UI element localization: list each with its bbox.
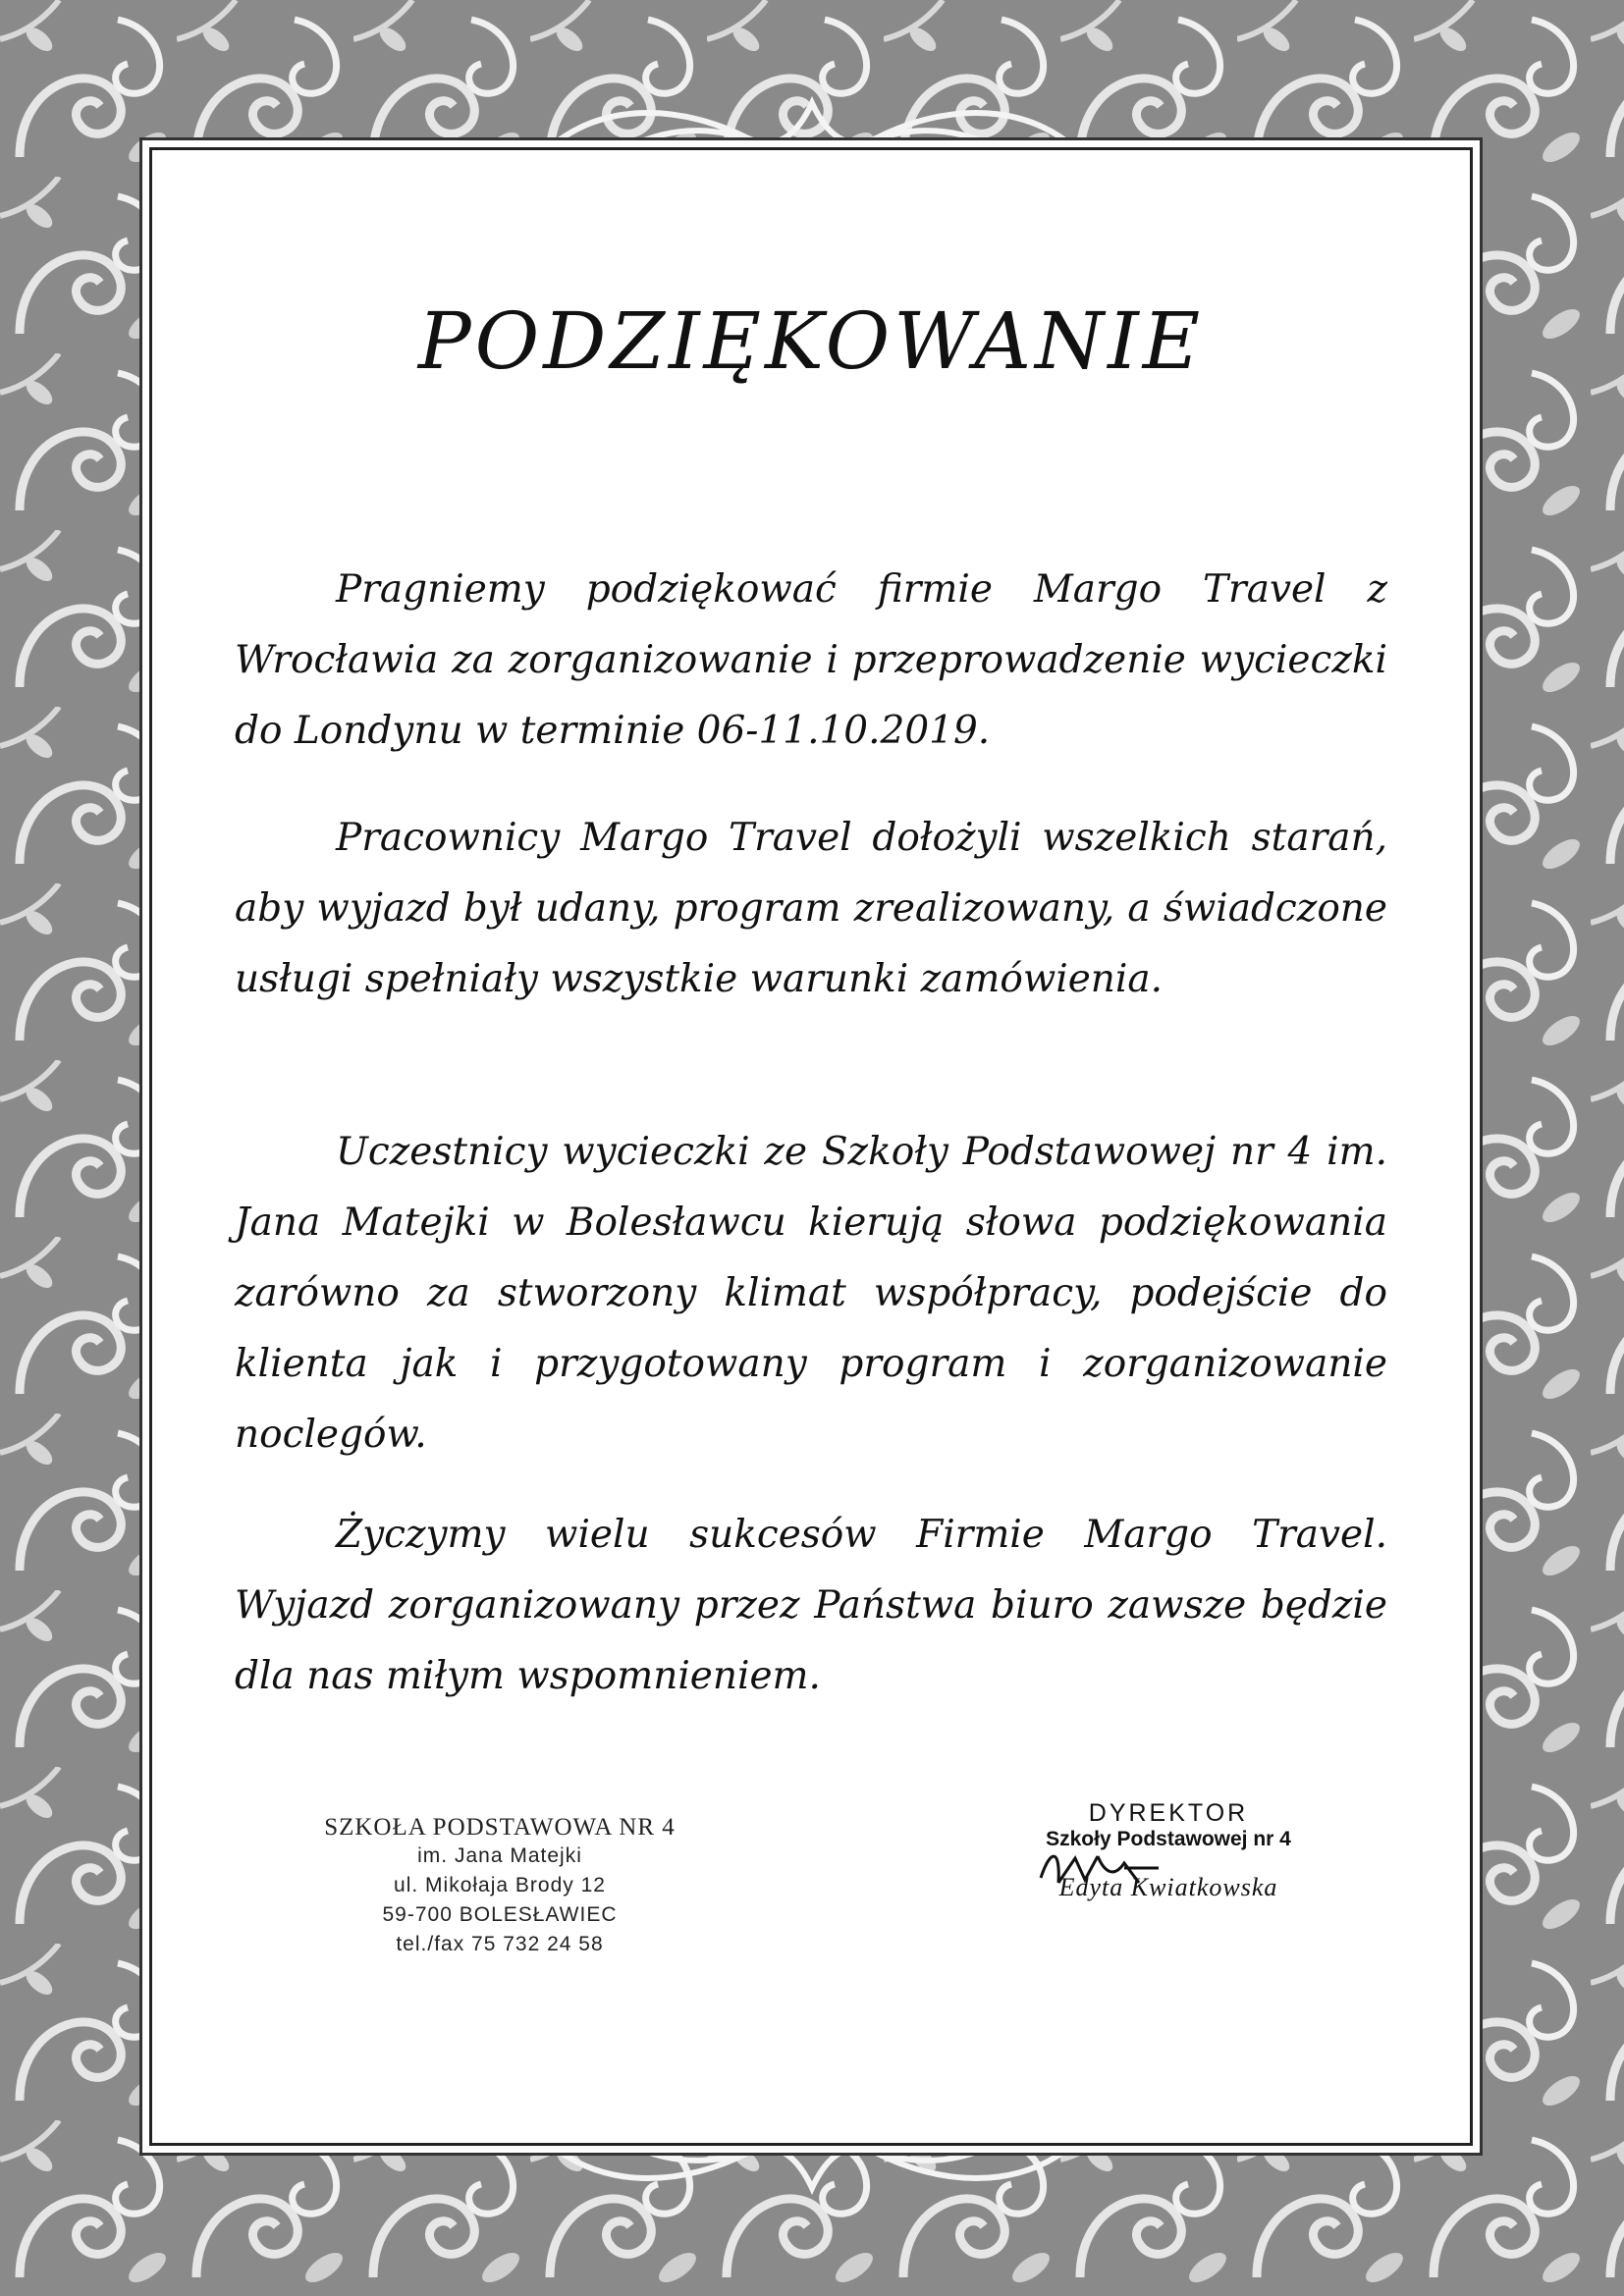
- school-stamp-city: 59-700 BOLESŁAWIEC: [382, 1903, 618, 1926]
- handwritten-signature: [1031, 1839, 1168, 1897]
- director-stamp-name: Edyta Kwiatkowska: [1058, 1873, 1278, 1901]
- school-stamp-street: ul. Mikołaja Brody 12: [394, 1874, 606, 1896]
- director-stamp-school: Szkoły Podstawowej nr 4: [1046, 1828, 1291, 1850]
- school-stamp-patron: im. Jana Matejki: [417, 1844, 582, 1867]
- school-stamp-name: SZKOŁA PODSTAWOWA NR 4: [324, 1814, 676, 1841]
- school-stamp-phone: tel./fax 75 732 24 58: [396, 1933, 604, 1955]
- paragraph-1: Pragniemy podziękować firmie Margo Travel z Wrocławia za zorganizowanie i przeprowadzenie wycieczki do Londynu w terminie 06-11.10.2019.: [235, 567, 1387, 753]
- certificate-frame: [149, 147, 1473, 2146]
- paragraph-3: Uczestnicy wycieczki ze Szkoły Podstawowej nr 4 im. Jana Matejki w Bolesławcu kierują słowa podziękowania zarówno za stworzony klimat współpracy, podejście do klienta jak i przygotowany program i zorganizowanie noclegów.: [235, 1130, 1387, 1457]
- paragraph-2: Pracownicy Margo Travel dołożyli wszelkich starań, aby wyjazd był udany, program zrealizowany, a świadczone usługi spełniały wszystkie warunki zamówienia.: [235, 816, 1387, 1001]
- school-stamp: [303, 1814, 696, 1959]
- paragraph-4: Życzymy wielu sukcesów Firmie Margo Travel. Wyjazd zorganizowany przez Państwa biuro zawsze będzie dla nas miłym wspomnieniem.: [235, 1513, 1387, 1698]
- director-stamp-title: DYREKTOR: [1088, 1799, 1249, 1827]
- document-title: PODZIĘKOWANIE: [417, 295, 1205, 387]
